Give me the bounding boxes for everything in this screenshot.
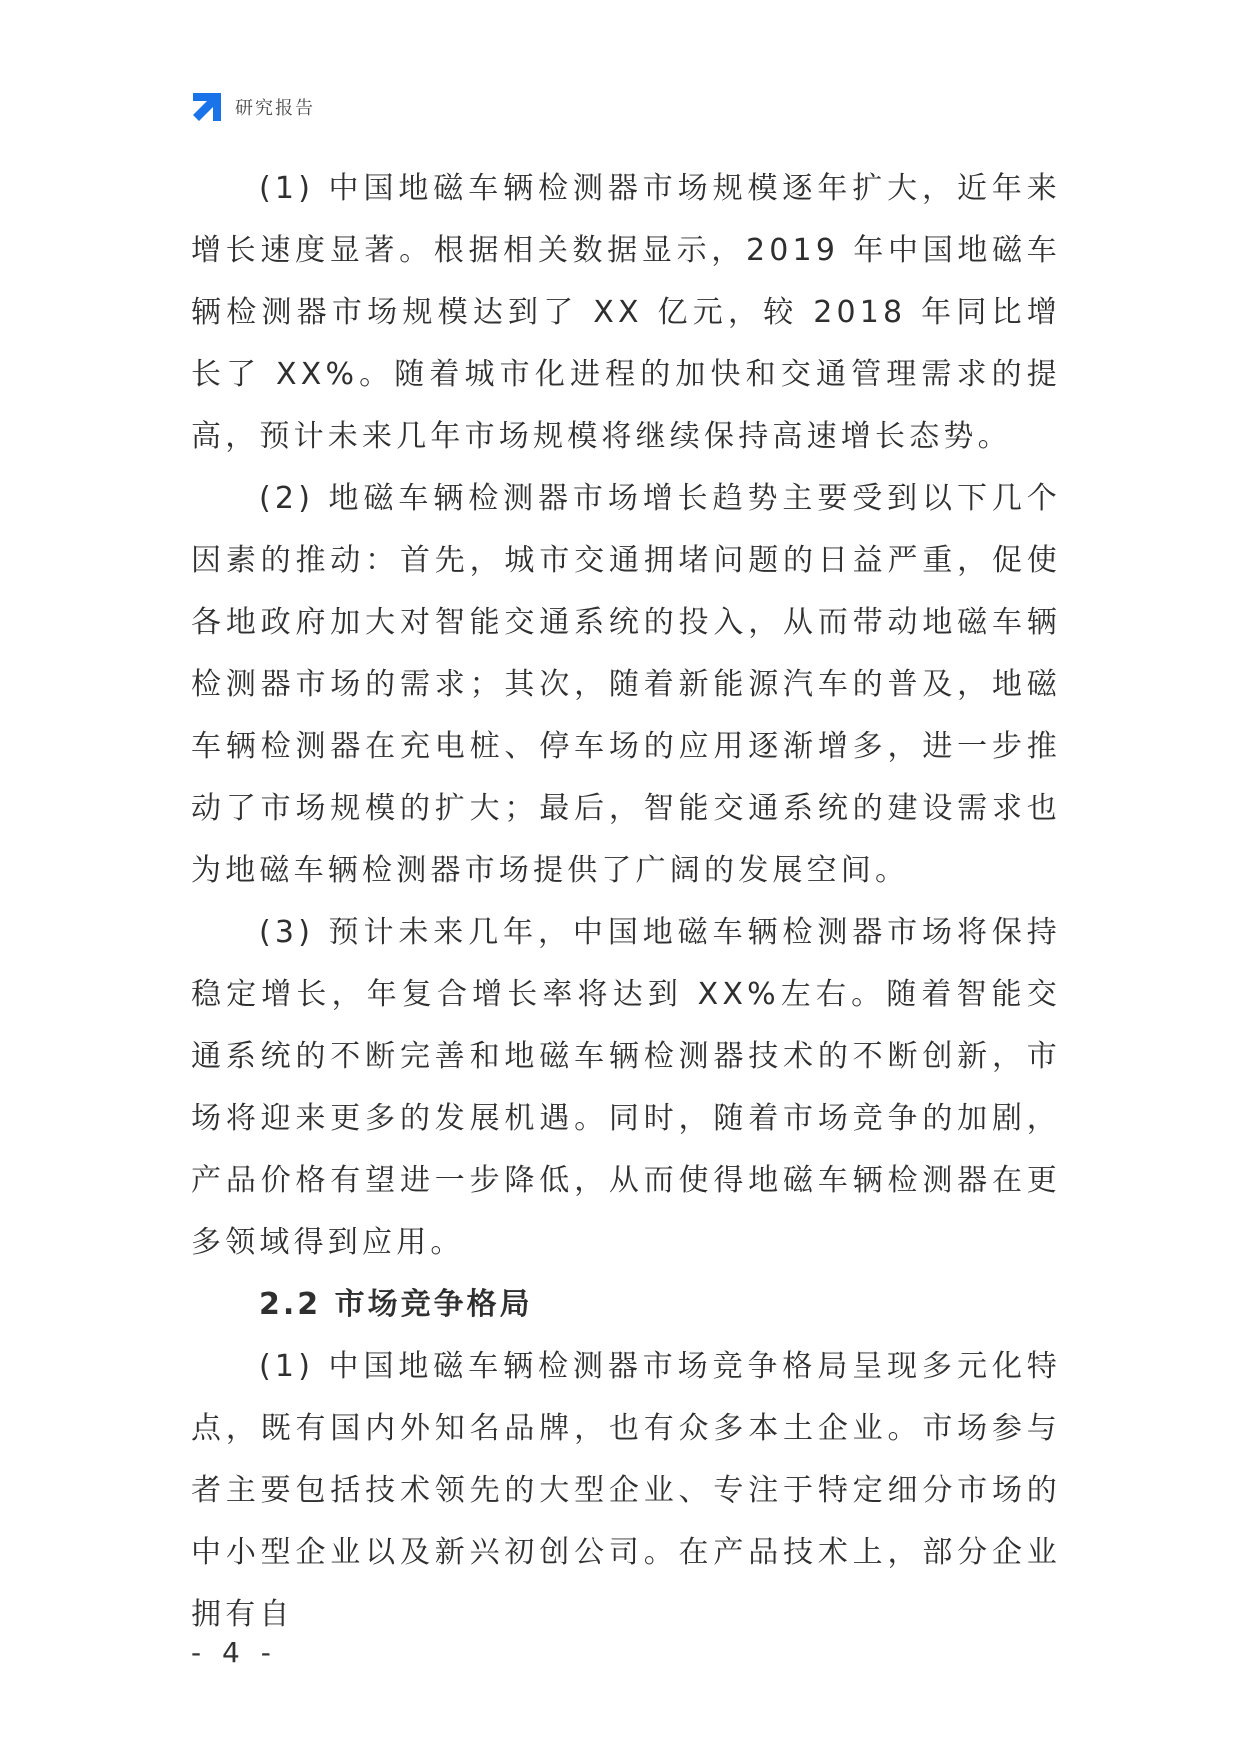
section-heading: 2.2 市场竞争格局	[259, 1287, 533, 1322]
arrow-logo-icon	[191, 91, 223, 123]
paragraph-competition: (1) 中国地磁车辆检测器市场竞争格局呈现多元化特点，既有国内外知名品牌，也有众多本土企业。市场参与者主要包括技术领先的大型企业、专注于特定细分市场的中小型企业以及新兴初创公司。在产品技术上，部分企业拥有自	[191, 1349, 1061, 1632]
paragraph-market-size: (1) 中国地磁车辆检测器市场规模逐年扩大，近年来增长速度显著。根据相关数据显示，2019 年中国地磁车辆检测器市场规模达到了 XX 亿元，较 2018 年同比增长了 XX%。随着城市化进程的加快和交通管理需求的提高，预计未来几年市场规模将继续保持高速增长态势。	[191, 171, 1061, 454]
paragraph-forecast: (3) 预计未来几年，中国地磁车辆检测器市场将保持稳定增长，年复合增长率将达到 XX%左右。随着智能交通系统的不断完善和地磁车辆检测器技术的不断创新，市场将迎来更多的发展机遇。同时，随着市场竞争的加剧，产品价格有望进一步降低，从而使得地磁车辆检测器在更多领域得到应用。	[191, 915, 1061, 1260]
document-body	[191, 158, 1061, 1646]
report-header	[191, 90, 315, 124]
paragraph-growth-drivers: (2) 地磁车辆检测器市场增长趋势主要受到以下几个因素的推动：首先，城市交通拥堵问题的日益严重，促使各地政府加大对智能交通系统的投入，从而带动地磁车辆检测器市场的需求；其次，随着新能源汽车的普及，地磁车辆检测器在充电桩、停车场的应用逐渐增多，进一步推动了市场规模的扩大；最后，智能交通系统的建设需求也为地磁车辆检测器市场提供了广阔的发展空间。	[191, 481, 1061, 888]
header-title: 研究报告	[235, 98, 315, 119]
page-number: - 4 -	[191, 1636, 277, 1669]
